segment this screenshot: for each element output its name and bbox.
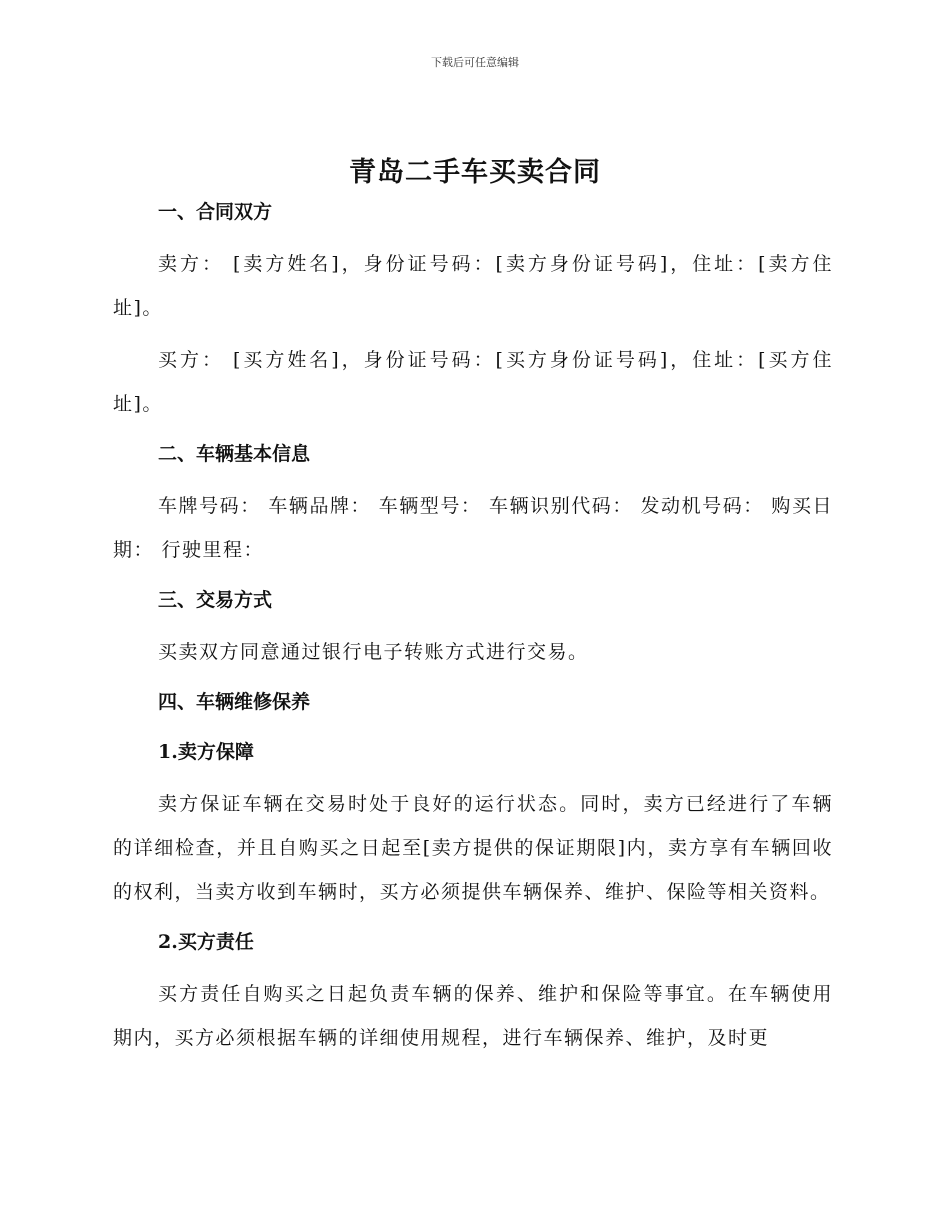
section-heading-parties: 一、合同双方 (158, 201, 273, 223)
section-heading-vehicle-info: 二、车辆基本信息 (158, 443, 311, 465)
section-heading-maintenance: 四、车辆维修保养 (158, 691, 311, 713)
paragraph-buyer-responsibility: 买方责任自购买之日起负责车辆的保养、维护和保险等事宜。在车辆使用期内，买方必须根据车辆的详细使用规程，进行车辆保养、维护，及时更 (113, 983, 833, 1049)
subsection-heading-seller-guarantee: 1.卖方保障 (158, 741, 254, 763)
subsection-heading-buyer-responsibility: 2.买方责任 (158, 931, 254, 953)
paragraph-seller-guarantee: 卖方保证车辆在交易时处于良好的运行状态。同时，卖方已经进行了车辆的详细检查，并且自购买之日起至[卖方提供的保证期限]内，卖方享有车辆回收的权利，当卖方收到车辆时，买方必须提供车辆保养、维护、保险等相关资料。 (113, 793, 833, 903)
header-note: 下载后可任意编辑 (431, 56, 519, 69)
paragraph-seller: 卖方： [卖方姓名]，身份证号码：[卖方身份证号码]，住址：[卖方住址]。 (113, 253, 833, 319)
paragraph-buyer: 买方： [买方姓名]，身份证号码：[买方身份证号码]，住址：[买方住址]。 (113, 349, 833, 415)
document-title: 青岛二手车买卖合同 (349, 157, 601, 188)
document-body (113, 192, 833, 1068)
paragraph-transaction: 买卖双方同意通过银行电子转账方式进行交易。 (158, 641, 589, 663)
section-heading-transaction: 三、交易方式 (158, 589, 273, 611)
paragraph-vehicle-info: 车牌号码： 车辆品牌： 车辆型号： 车辆识别代码： 发动机号码： 购买日期： 行驶里程： (113, 495, 833, 561)
